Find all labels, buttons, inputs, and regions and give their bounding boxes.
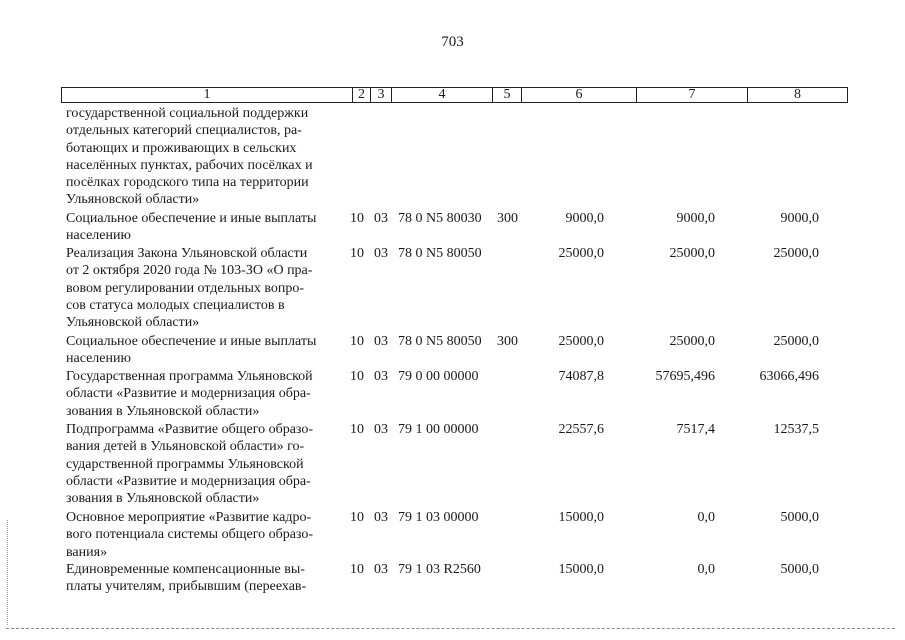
description-line: Реализация Закона Ульяновской области xyxy=(66,246,308,261)
subsection-code: 03 xyxy=(374,211,388,226)
subsection-code: 03 xyxy=(374,422,388,437)
target-article-code: 79 0 00 00000 xyxy=(398,369,479,384)
row-description xyxy=(66,210,339,245)
section-code: 10 xyxy=(350,246,364,261)
description-line: Ульяновской области» xyxy=(66,315,200,331)
description-line: зования в Ульяновской области» xyxy=(66,491,260,507)
subsection-code: 03 xyxy=(374,369,388,384)
amount-col-7: 57695,496 xyxy=(655,369,715,384)
subsection-code: 03 xyxy=(374,246,388,261)
section-code: 10 xyxy=(350,422,364,437)
table-header-row xyxy=(61,87,848,103)
header-col-5: 5 xyxy=(493,88,522,102)
description-line: Социальное обеспечение и иные выплаты xyxy=(66,211,317,226)
description-line: Единовременные компенсационные вы- xyxy=(66,562,305,577)
subsection-code: 03 xyxy=(374,562,388,577)
expense-type-code: 300 xyxy=(497,334,518,349)
section-code: 10 xyxy=(350,562,364,577)
description-line: от 2 октября 2020 года № 103-ЗО «О пра- xyxy=(66,263,313,279)
amount-col-7: 25000,0 xyxy=(669,246,715,261)
row-description xyxy=(66,561,339,596)
amount-col-7: 0,0 xyxy=(697,510,715,525)
description-line: сов статуса молодых специалистов в xyxy=(66,297,285,313)
description-line: Государственная программа Ульяновской xyxy=(66,369,313,384)
amount-col-6: 9000,0 xyxy=(565,211,604,226)
amount-col-8: 12537,5 xyxy=(773,422,819,437)
amount-col-7: 0,0 xyxy=(697,562,715,577)
description-line: Основное мероприятие «Развитие кадро- xyxy=(66,510,312,525)
description-line: посёлках городского типа на территории xyxy=(66,175,309,191)
amount-col-6: 25000,0 xyxy=(558,246,604,261)
description-line: вания детей в Ульяновской области» го- xyxy=(66,439,305,455)
target-article-code: 78 0 N5 80030 xyxy=(398,211,482,226)
page-bottom-rule xyxy=(6,628,895,629)
amount-col-6: 25000,0 xyxy=(558,334,604,349)
description-line: Социальное обеспечение и иные выплаты xyxy=(66,334,317,349)
description-line: вого потенциала системы общего образо- xyxy=(66,527,314,543)
description-line: сударственной программы Ульяновской xyxy=(66,456,304,472)
description-line: населению xyxy=(66,351,131,367)
subsection-code: 03 xyxy=(374,510,388,525)
header-col-4: 4 xyxy=(392,88,493,102)
row-description xyxy=(66,105,339,209)
description-line: ботающих и проживающих в сельских xyxy=(66,140,297,156)
amount-col-8: 5000,0 xyxy=(780,510,819,525)
amount-col-8: 9000,0 xyxy=(780,211,819,226)
description-line: Подпрограмма «Развитие общего образо- xyxy=(66,422,314,437)
amount-col-6: 15000,0 xyxy=(558,510,604,525)
page-number: 703 xyxy=(441,34,464,50)
row-description xyxy=(66,333,339,368)
description-line: вания» xyxy=(66,544,108,560)
scan-edge-line xyxy=(7,520,8,625)
row-description xyxy=(66,509,339,561)
row-description xyxy=(66,368,339,420)
header-col-1: 1 xyxy=(62,88,353,102)
description-line: зования в Ульяновской области» xyxy=(66,403,260,419)
header-col-2: 2 xyxy=(353,88,371,102)
amount-col-6: 74087,8 xyxy=(558,369,604,384)
target-article-code: 79 1 03 R2560 xyxy=(398,562,481,577)
amount-col-8: 25000,0 xyxy=(773,246,819,261)
section-code: 10 xyxy=(350,510,364,525)
description-line: платы учителям, прибывшим (переехав- xyxy=(66,579,307,595)
description-line: населённых пунктах, рабочих посёлках и xyxy=(66,157,313,173)
description-line: Ульяновской области» xyxy=(66,192,200,208)
header-col-6: 6 xyxy=(522,88,637,102)
header-col-8: 8 xyxy=(794,87,801,102)
target-article-code: 79 1 00 00000 xyxy=(398,422,479,437)
section-code: 10 xyxy=(350,211,364,226)
expense-type-code: 300 xyxy=(497,211,518,226)
amount-col-7: 7517,4 xyxy=(676,422,715,437)
row-description xyxy=(66,245,339,331)
target-article-code: 78 0 N5 80050 xyxy=(398,334,482,349)
section-code: 10 xyxy=(350,334,364,349)
section-code: 10 xyxy=(350,369,364,384)
description-line: области «Развитие и модернизация обра- xyxy=(66,473,311,489)
target-article-code: 78 0 N5 80050 xyxy=(398,246,482,261)
header-col-3: 3 xyxy=(371,88,392,102)
amount-col-6: 15000,0 xyxy=(558,562,604,577)
description-line: государственной социальной поддержки xyxy=(66,106,309,121)
target-article-code: 79 1 03 00000 xyxy=(398,510,479,525)
amount-col-8: 5000,0 xyxy=(780,562,819,577)
description-line: населению xyxy=(66,228,131,244)
subsection-code: 03 xyxy=(374,334,388,349)
amount-col-7: 9000,0 xyxy=(676,211,715,226)
row-description xyxy=(66,421,339,507)
header-col-7: 7 xyxy=(637,88,748,102)
amount-col-8: 25000,0 xyxy=(773,334,819,349)
amount-col-6: 22557,6 xyxy=(558,422,604,437)
description-line: вовом регулировании отдельных вопро- xyxy=(66,280,305,296)
description-line: области «Развитие и модернизация обра- xyxy=(66,386,311,402)
amount-col-7: 25000,0 xyxy=(669,334,715,349)
amount-col-8: 63066,496 xyxy=(759,369,819,384)
description-line: отдельных категорий специалистов, ра- xyxy=(66,123,302,139)
